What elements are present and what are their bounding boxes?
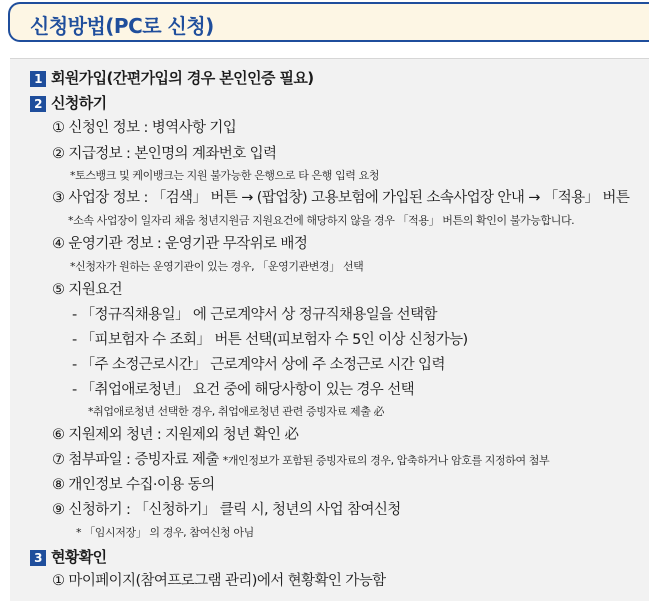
section-2 xyxy=(30,95,107,112)
apply-note-7: *개인정보가 포함된 증빙자료의 경우, 압축하거나 암호를 지정하여 첨부 xyxy=(222,454,550,467)
section-header xyxy=(8,2,649,42)
apply-subitem-2: - 「피보험자 수 조회」 버튼 선택(피보험자 수 5인 이상 신청가능) xyxy=(72,332,468,348)
apply-note-4: *신청자가 원하는 운영기관이 있는 경우, 「운영기관변경」 선택 xyxy=(70,260,364,273)
instructions-panel xyxy=(10,58,649,601)
apply-item-1: ① 신청인 정보 : 병역사항 기입 xyxy=(52,120,237,136)
status-item-1: ① 마이페이지(참여프로그램 관리)에서 현황확인 가능함 xyxy=(52,573,386,589)
apply-item-5: ⑤ 지원요건 xyxy=(52,282,123,298)
apply-subitem-4: - 「취업애로청년」 요건 중에 해당사항이 있는 경우 선택 xyxy=(72,382,415,398)
section-3-title: 현황확인 xyxy=(51,548,107,566)
apply-item-3: ③ 사업장 정보 : 「검색」 버튼 → (팝업창) 고용보험에 가입된 소속사업장 안내 → 「적용」 버튼 xyxy=(52,190,630,206)
apply-note-3: *소속 사업장이 일자리 채움 청년지원금 지원요건에 해당하지 않을 경우 「적용」 버튼의 확인이 불가능합니다. xyxy=(68,214,575,227)
apply-subitem-1: - 「정규직채용일」 에 근로계약서 상 정규직채용일을 선택함 xyxy=(72,307,437,323)
apply-item-6: ⑥ 지원제외 청년 : 지원제외 청년 확인 必 xyxy=(52,427,299,443)
apply-item-2: ② 지급정보 : 본인명의 계좌번호 입력 xyxy=(52,146,277,162)
apply-item-7-text: ⑦ 첨부파일 : 증빙자료 제출 xyxy=(52,452,219,468)
section-2-title: 신청하기 xyxy=(51,94,107,112)
section-2-badge: 2 xyxy=(30,96,46,112)
apply-subitem-3: - 「주 소정근로시간」 근로계약서 상에 주 소정근로 시간 입력 xyxy=(72,357,445,373)
section-1-title: 회원가입(간편가입의 경우 본인인증 필요) xyxy=(51,69,314,87)
apply-item-8: ⑧ 개인정보 수집·이용 동의 xyxy=(52,477,215,493)
apply-note-9: * 「임시저장」 의 경우, 참여신청 아님 xyxy=(76,526,254,539)
section-3-badge: 3 xyxy=(30,550,46,566)
apply-item-4: ④ 운영기관 정보 : 운영기관 무작위로 배정 xyxy=(52,236,308,252)
section-1-badge: 1 xyxy=(30,71,46,87)
apply-note-5: *취업애로청년 선택한 경우, 취업애로청년 관련 증빙자료 제출 必 xyxy=(88,405,385,418)
apply-item-9: ⑨ 신청하기 : 「신청하기」 클릭 시, 청년의 사업 참여신청 xyxy=(52,502,401,518)
apply-note-2: *토스뱅크 및 케이뱅크는 지원 불가능한 은행으로 타 은행 입력 요청 xyxy=(70,169,380,182)
section-3 xyxy=(30,549,107,566)
section-1 xyxy=(30,70,314,87)
apply-item-7 xyxy=(52,453,549,469)
header-title: 신청방법(PC로 신청) xyxy=(30,14,214,38)
